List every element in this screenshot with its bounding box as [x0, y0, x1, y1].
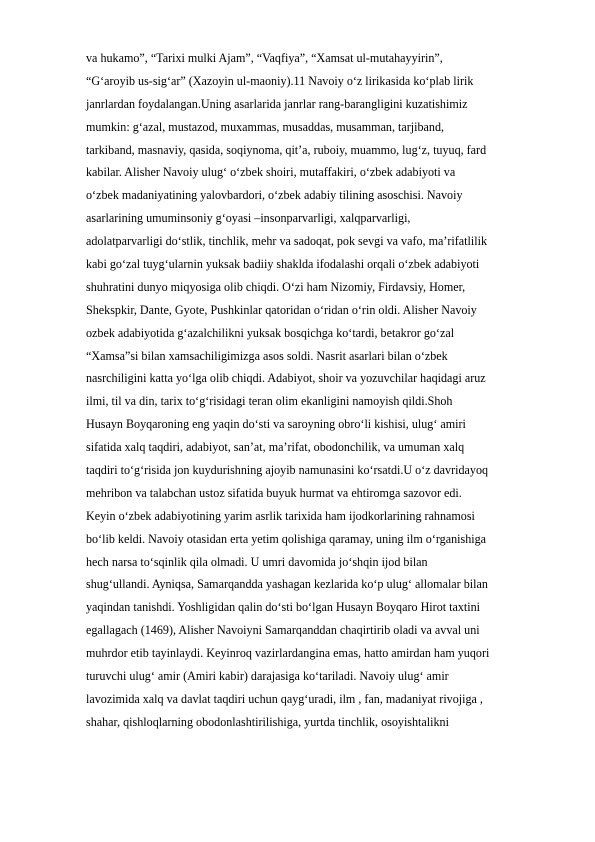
text-line: taqdiri to‘g‘risida jon kuydurishning ajoyib namunasini ko‘rsatdi.U o‘z davridayoq: [86, 463, 489, 478]
text-line: hech narsa to‘sqinlik qila olmadi. U umri davomida jo‘shqin ijod bilan: [86, 554, 428, 569]
text-line: mumkin: g‘azal, mustazod, muxammas, musaddas, musamman, tarjiband,: [86, 119, 445, 134]
text-line: ozbek adabiyotida g‘azalchilikni yuksak bosqichga ko‘tardi, betakror go‘zal: [86, 325, 455, 340]
text-line: shug‘ullandi. Ayniqsa, Samarqandda yashagan kezlarida ko‘p ulug‘ allomalar bilan: [86, 577, 488, 592]
text-line: o‘zbek madaniyatining yalovbardori, o‘zbek adabiy tilining asoschisi. Navoiy: [86, 188, 463, 203]
text-line: sifatida xalq taqdiri, adabiyot, san’at, ma’rifat, obodonchilik, va umuman xalq: [86, 440, 465, 455]
text-line: ilmi, til va din, tarix to‘g‘risidagi teran olim ekanligini namoyish qildi.Shoh: [86, 394, 453, 409]
text-line: Shekspkir, Dante, Gyote, Pushkinlar qatoridan o‘ridan o‘rin oldi. Alisher Navoiy: [86, 302, 477, 317]
text-line: mehribon va talabchan ustoz sifatida buyuk hurmat va ehtiromga sazovor edi.: [86, 485, 462, 500]
text-line: tarkiband, masnaviy, qasida, soqiynoma, qit’a, ruboiy, muammo, lug‘z, tuyuq, fard: [86, 142, 487, 157]
text-line: shuhratini dunyo miqyosiga olib chiqdi. O‘zi ham Nizomiy, Firdavsiy, Homer,: [86, 279, 466, 294]
text-line: bo‘lib keldi. Navoiy otasidan erta yetim qolishiga qaramay, uning ilm o‘rganishiga: [86, 531, 487, 546]
text-line: “G‘aroyib us-sig‘ar” (Xazoyin ul-maoniy).11 Navoiy o‘z lirikasida ko‘plab lirik: [86, 73, 474, 88]
text-line: kabi go‘zal tuyg‘ularnin yuksak badiiy shaklda ifodalashi orqali o‘zbek adabiyoti: [86, 257, 480, 272]
text-line: turuvchi ulug‘ amir (Amiri kabir) darajasiga ko‘tariladi. Navoiy ulug‘ amir: [86, 669, 449, 684]
body-text: [86, 47, 556, 734]
text-line: asarlarining umuminsoniy g‘oyasi –insonparvarligi, xalqparvarligi,: [86, 211, 411, 226]
text-line: shahar, qishloqlarning obodonlashtirilishiga, yurtda tinchlik, osoyishtalikni: [86, 714, 449, 729]
text-line: Husayn Boyqaroning eng yaqin do‘sti va saroyning obro‘li kishisi, ulug‘ amiri: [86, 417, 466, 432]
text-line: egallagach (1469), Alisher Navoiyni Samarqanddan chaqirtirib oladi va avval uni: [86, 623, 480, 638]
text-line: “Xamsa”si bilan xamsachiligimizga asos soldi. Nasrit asarlari bilan o‘zbek: [86, 348, 448, 363]
text-line: janrlardan foydalangan.Uning asarlarida janrlar rang-barangligini kuzatishimiz: [86, 96, 468, 111]
text-line: kabilar. Alisher Navoiy ulug‘ o‘zbek shoiri, mutaffakiri, o‘zbek adabiyoti va: [86, 165, 456, 180]
text-line: yaqindan tanishdi. Yoshligidan qalin do‘sti bo‘lgan Husayn Boyqaro Hirot taxtini: [86, 600, 481, 615]
text-line: nasrchiligini katta yo‘lga olib chiqdi. Adabiyot, shoir va yozuvchilar haqidagi aruz: [86, 371, 486, 386]
text-line: lavozimida xalq va davlat taqdiri uchun qayg‘uradi, ilm , fan, madaniyat rivojiga ,: [86, 691, 483, 706]
text-line: muhrdor etib tayinlaydi. Keyinroq vazirlardangina emas, hatto amirdan ham yuqori: [86, 646, 490, 661]
text-line: va hukamo”, “Tarixi mulki Ajam”, “Vaqfiya”, “Xamsat ul-mutahayyirin”,: [86, 51, 443, 65]
text-line: adolatparvarligi do‘stlik, tinchlik, mehr va sadoqat, pok sevgi va vafo, ma’rifatlilik: [86, 234, 488, 249]
text-line: Keyin o‘zbek adabiyotining yarim asrlik tarixida ham ijodkorlarining rahnamosi: [86, 508, 475, 523]
